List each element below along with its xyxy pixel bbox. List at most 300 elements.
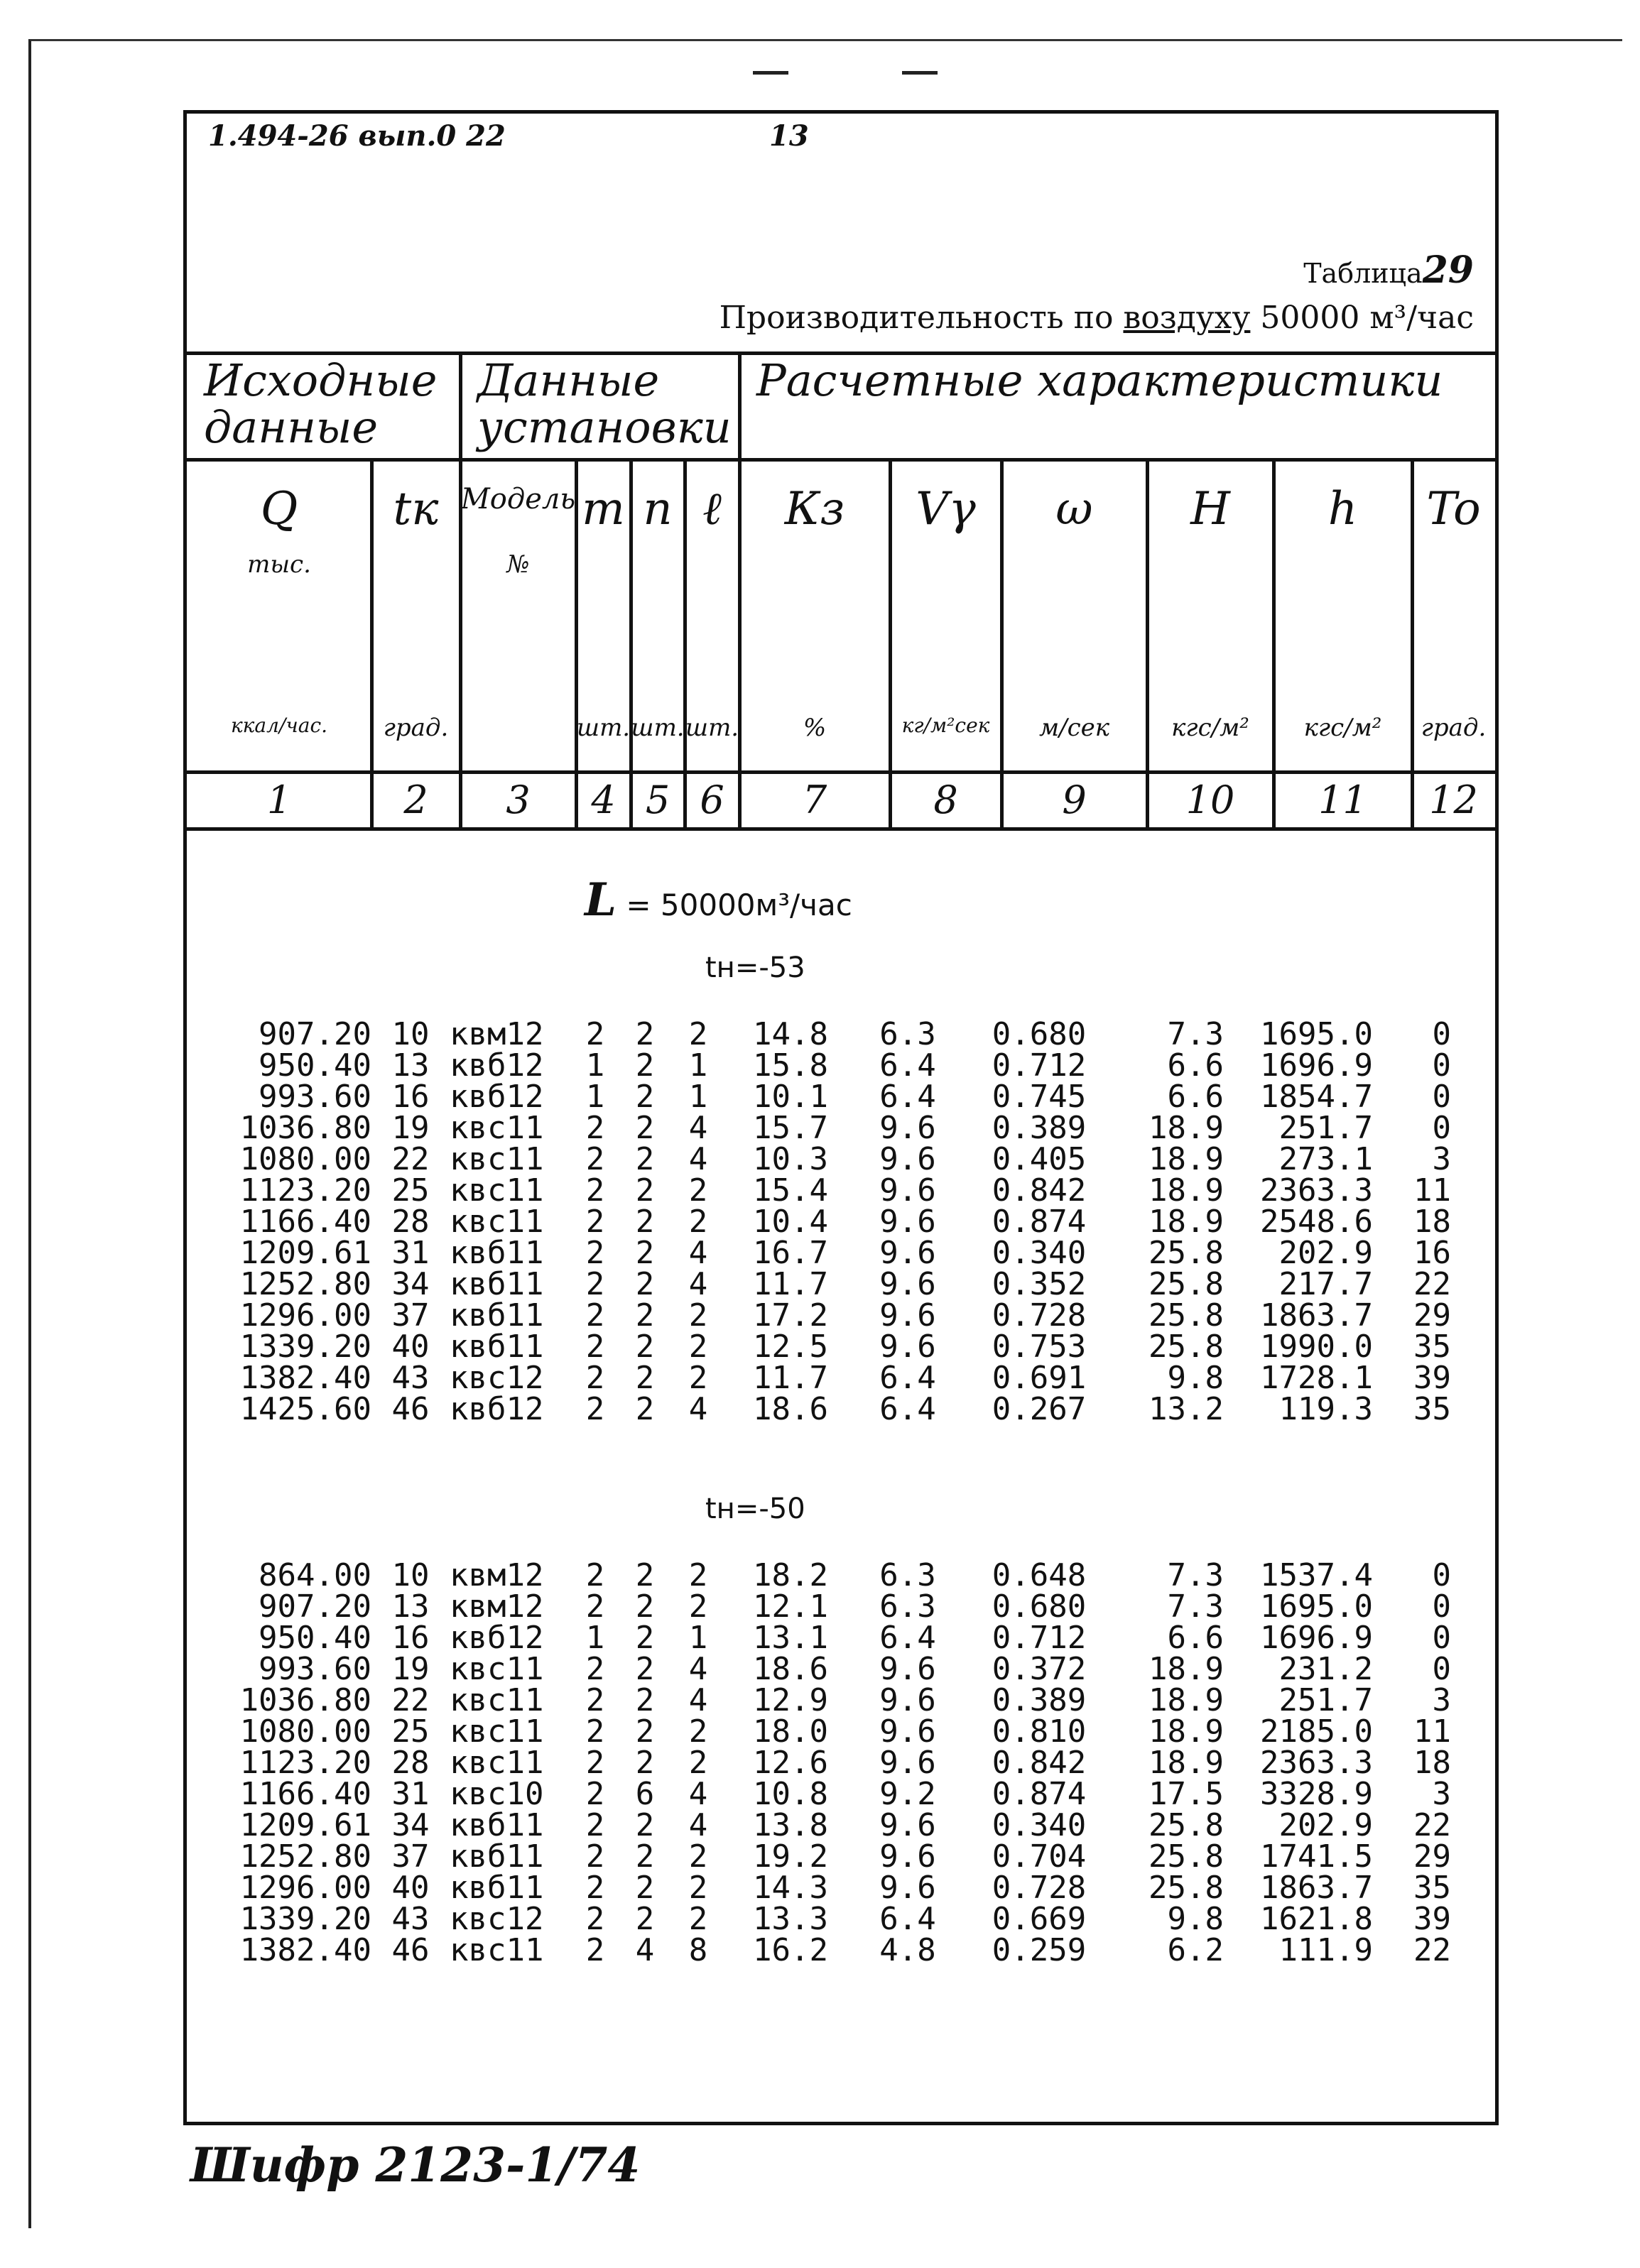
table-cell: 18.2 (753, 1557, 828, 1593)
table-cell: 46 (391, 1391, 430, 1427)
table-cell: 0.745 (992, 1079, 1087, 1115)
table-cell: квб11 (450, 1235, 544, 1271)
table-cell: 18.6 (753, 1391, 828, 1427)
table-row (222, 1779, 1451, 1810)
header-bottom-divider (187, 827, 1495, 831)
table-cell: квс11 (450, 1651, 544, 1687)
table-cell: квб11 (450, 1838, 544, 1875)
table-cell: 2 (585, 1682, 605, 1718)
table-row (222, 1394, 1451, 1425)
table-cell: квб12 (450, 1079, 544, 1115)
table-cell: 39 (1413, 1901, 1451, 1937)
table-cell: 1 (688, 1620, 708, 1656)
formula-symbol: L (585, 873, 617, 927)
table-cell: 2 (585, 1360, 605, 1396)
table-cell: квм12 (450, 1016, 544, 1052)
column-symbol: Модель (460, 483, 576, 516)
column-number: 12 (1429, 778, 1478, 822)
table-row (222, 1113, 1451, 1144)
table-cell: 0 (1432, 1651, 1451, 1687)
table-cell: 1209.61 (239, 1807, 371, 1843)
table-cell: квс11 (450, 1110, 544, 1146)
table-cell: 13 (391, 1047, 430, 1084)
table-cell: 0.691 (992, 1360, 1087, 1396)
table-cell: 28 (391, 1204, 430, 1240)
table-cell: 6.6 (1167, 1079, 1224, 1115)
table-row (222, 1269, 1451, 1300)
table-cell: 0.405 (992, 1141, 1087, 1177)
table-cell: квс11 (450, 1204, 544, 1240)
table-cell: 16 (1413, 1235, 1451, 1271)
table-cell: 2 (688, 1204, 708, 1240)
table-cell: квм12 (450, 1557, 544, 1593)
table-cell: 6.4 (879, 1901, 936, 1937)
table-cell: 0.680 (992, 1016, 1087, 1052)
table-cell: 6.4 (879, 1079, 936, 1115)
table-cell: 18.9 (1148, 1745, 1224, 1781)
table-cell: 11.7 (753, 1360, 828, 1396)
table-cell: 31 (391, 1776, 430, 1812)
table-cell: 17.5 (1148, 1776, 1224, 1812)
table-cell: 2 (635, 1713, 655, 1750)
table-cell: 1695.0 (1260, 1588, 1373, 1625)
table-row (222, 1623, 1451, 1654)
table-cell: 40 (391, 1329, 430, 1365)
table-row (222, 1810, 1451, 1841)
column-number: 2 (403, 778, 428, 822)
table-row (222, 1560, 1451, 1591)
table-cell: квб11 (450, 1297, 544, 1334)
table-cell: 6 (635, 1776, 655, 1812)
table-cell: 4 (688, 1651, 708, 1687)
table-cell: 0.340 (992, 1807, 1087, 1843)
table-cell: 25.8 (1148, 1870, 1224, 1906)
table-cell: 6.4 (879, 1047, 936, 1084)
table-cell: 2 (635, 1016, 655, 1052)
table-row (222, 1081, 1451, 1113)
group-header-divider (187, 458, 1495, 462)
table-cell: 0 (1432, 1588, 1451, 1625)
column-unit: кгс/м² (1171, 714, 1249, 742)
table-cell: 2 (688, 1713, 708, 1750)
table-cell: 0.680 (992, 1588, 1087, 1625)
caption-underlined: воздуху (1123, 300, 1251, 336)
table-cell: 11 (1413, 1172, 1451, 1209)
column-unit: м/сек (1038, 714, 1110, 742)
table-cell: 2 (585, 1870, 605, 1906)
table-cell: 3 (1432, 1141, 1451, 1177)
table-row (222, 1935, 1451, 1966)
table-cell: 1863.7 (1260, 1297, 1373, 1334)
table-cell: 6.3 (879, 1016, 936, 1052)
table-cell: 2 (688, 1901, 708, 1937)
table-cell: 2 (585, 1297, 605, 1334)
table-label-text: Таблица (1303, 258, 1423, 289)
table-cell: 25.8 (1148, 1838, 1224, 1875)
table-cell: 0.259 (992, 1932, 1087, 1968)
table-cell: 0.389 (992, 1682, 1087, 1718)
table-cell: 22 (391, 1682, 430, 1718)
table-label (1303, 249, 1474, 292)
table-cell: 18.9 (1148, 1141, 1224, 1177)
table-cell: 9.8 (1167, 1360, 1224, 1396)
table-cell: 12.9 (753, 1682, 828, 1718)
table-cell: 2 (585, 1235, 605, 1271)
table-cell: 0.842 (992, 1172, 1087, 1209)
table-cell: 22 (1413, 1807, 1451, 1843)
table-cell: 9.6 (879, 1713, 936, 1750)
table-cell: 39 (1413, 1360, 1451, 1396)
table-cell: 2 (635, 1901, 655, 1937)
table-cell: 11.7 (753, 1266, 828, 1302)
column-headers (187, 351, 1495, 834)
table-number: 29 (1422, 249, 1474, 292)
table-cell: 12.5 (753, 1329, 828, 1365)
table-cell: квс11 (450, 1682, 544, 1718)
table-cell: 1123.20 (239, 1745, 371, 1781)
table-row (222, 1363, 1451, 1394)
table-cell: 2 (585, 1204, 605, 1240)
table-cell: 46 (391, 1932, 430, 1968)
column-subscript: № (506, 550, 530, 579)
table-cell: 4 (688, 1235, 708, 1271)
table-row (222, 1050, 1451, 1081)
column-unit: кгс/м² (1303, 714, 1382, 742)
table-row (222, 1872, 1451, 1904)
table-cell: 9.6 (879, 1807, 936, 1843)
table-cell: 4 (688, 1391, 708, 1427)
table-cell: 251.7 (1278, 1110, 1373, 1146)
table-cell: 25.8 (1148, 1807, 1224, 1843)
table-cell: 43 (391, 1901, 430, 1937)
table-cell: 9.6 (879, 1266, 936, 1302)
top-dash (902, 71, 938, 75)
table-cell: 4 (688, 1807, 708, 1843)
table-cell: 10 (391, 1016, 430, 1052)
table-cell: 1854.7 (1260, 1079, 1373, 1115)
table-cell: квб11 (450, 1329, 544, 1365)
table-cell: 25.8 (1148, 1235, 1224, 1271)
table-cell: 2 (585, 1776, 605, 1812)
table-cell: 2 (688, 1870, 708, 1906)
table-cell: 7.3 (1167, 1588, 1224, 1625)
column-symbol: m (582, 483, 625, 535)
table-cell: 9.6 (879, 1141, 936, 1177)
table-cell: 2 (688, 1329, 708, 1365)
table-cell: 4 (688, 1110, 708, 1146)
table-cell: 2 (585, 1110, 605, 1146)
table-cell: 6.6 (1167, 1620, 1224, 1656)
table-row (222, 1685, 1451, 1716)
table-row (222, 1206, 1451, 1238)
table-cell: 2 (635, 1838, 655, 1875)
table-cell: 1080.00 (239, 1713, 371, 1750)
table-cell: 2 (635, 1360, 655, 1396)
table-cell: 4.8 (879, 1932, 936, 1968)
table-cell: 1339.20 (239, 1901, 371, 1937)
table-cell: квс11 (450, 1713, 544, 1750)
table-cell: 1382.40 (239, 1932, 371, 1968)
table-cell: 1537.4 (1260, 1557, 1373, 1593)
formula-text: = 50000м³/час (626, 888, 852, 922)
air-flow-formula (585, 873, 852, 927)
table-cell: 0 (1432, 1557, 1451, 1593)
table-cell: 18.0 (753, 1713, 828, 1750)
table-cell: 2363.3 (1260, 1745, 1373, 1781)
column-group-label: Данные установки (477, 354, 732, 453)
table-cell: 2 (635, 1079, 655, 1115)
table-row (222, 1841, 1451, 1872)
table-cell: 1166.40 (239, 1776, 371, 1812)
table-cell: 1695.0 (1260, 1016, 1373, 1052)
column-unit: % (803, 714, 827, 742)
table-cell: квб11 (450, 1807, 544, 1843)
table-cell: 6.3 (879, 1588, 936, 1625)
column-unit: град. (1421, 714, 1487, 742)
table-cell: 18.9 (1148, 1204, 1224, 1240)
table-cell: 14.3 (753, 1870, 828, 1906)
column-number-divider (187, 770, 1495, 774)
table-cell: 0.874 (992, 1204, 1087, 1240)
table-cell: 9.2 (879, 1776, 936, 1812)
table-row (222, 1144, 1451, 1175)
column-number: 1 (266, 778, 292, 822)
table-cell: 2363.3 (1260, 1172, 1373, 1209)
table-cell: 9.6 (879, 1745, 936, 1781)
table-cell: 2 (688, 1588, 708, 1625)
data-table (222, 1016, 1451, 1427)
table-cell: 2 (585, 1016, 605, 1052)
table-cell: 13.2 (1148, 1391, 1224, 1427)
data-table (222, 1557, 1451, 1968)
table-cell: 2 (635, 1141, 655, 1177)
table-cell: 0.340 (992, 1235, 1087, 1271)
table-cell: квс11 (450, 1141, 544, 1177)
table-cell: 2548.6 (1260, 1204, 1373, 1240)
table-cell: 35 (1413, 1870, 1451, 1906)
column-number: 8 (933, 778, 958, 822)
table-row (222, 1716, 1451, 1748)
table-cell: 1296.00 (239, 1297, 371, 1334)
table-cell: 864.00 (259, 1557, 371, 1593)
table-cell: 2 (585, 1807, 605, 1843)
table-cell: 4 (688, 1776, 708, 1812)
table-cell: 7.3 (1167, 1557, 1224, 1593)
table-cell: 19 (391, 1110, 430, 1146)
caption-pre: Производительность по (719, 300, 1124, 336)
table-cell: 1339.20 (239, 1329, 371, 1365)
table-cell: 2 (585, 1329, 605, 1365)
top-dash (753, 71, 788, 75)
column-unit: шт. (576, 714, 631, 742)
table-cell: квс11 (450, 1745, 544, 1781)
table-cell: 25 (391, 1713, 430, 1750)
table-cell: 2185.0 (1260, 1713, 1373, 1750)
table-cell: 2 (635, 1807, 655, 1843)
column-symbol: h (1327, 483, 1358, 535)
table-cell: 12.1 (753, 1588, 828, 1625)
column-divider (738, 351, 742, 831)
table-cell: 0.874 (992, 1776, 1087, 1812)
table-cell: 6.4 (879, 1360, 936, 1396)
table-cell: 0 (1432, 1620, 1451, 1656)
table-cell: 2 (585, 1745, 605, 1781)
table-cell: 15.7 (753, 1110, 828, 1146)
table-cell: 1252.80 (239, 1266, 371, 1302)
table-row (222, 1331, 1451, 1363)
column-number: 4 (591, 778, 616, 822)
table-cell: 1 (585, 1620, 605, 1656)
table-cell: 0.728 (992, 1870, 1087, 1906)
table-cell: 13.3 (753, 1901, 828, 1937)
table-cell: 9.6 (879, 1838, 936, 1875)
column-symbol: Q (260, 483, 298, 535)
table-cell: квс12 (450, 1360, 544, 1396)
column-group-label: Расчетные характеристики (756, 354, 1443, 406)
table-row (222, 1019, 1451, 1050)
table-cell: 0 (1432, 1079, 1451, 1115)
table-cell: 10.3 (753, 1141, 828, 1177)
table-cell: 1123.20 (239, 1172, 371, 1209)
column-number: 10 (1185, 778, 1235, 822)
table-cell: 18 (1413, 1204, 1451, 1240)
column-number: 7 (802, 778, 827, 822)
table-cell: 18.9 (1148, 1713, 1224, 1750)
table-cell: 1696.9 (1260, 1620, 1373, 1656)
table-cell: 43 (391, 1360, 430, 1396)
table-cell: 2 (635, 1588, 655, 1625)
table-cell: 9.6 (879, 1297, 936, 1334)
table-cell: 6.3 (879, 1557, 936, 1593)
table-cell: 1741.5 (1260, 1838, 1373, 1875)
table-cell: 2 (585, 1391, 605, 1427)
table-cell: 4 (635, 1932, 655, 1968)
table-cell: 0 (1432, 1110, 1451, 1146)
table-cell: 18.6 (753, 1651, 828, 1687)
table-cell: квб12 (450, 1047, 544, 1084)
table-cell: квб11 (450, 1870, 544, 1906)
table-cell: 13 (391, 1588, 430, 1625)
table-cell: 15.4 (753, 1172, 828, 1209)
table-cell: 2 (635, 1204, 655, 1240)
column-symbol: To (1426, 483, 1481, 535)
table-cell: 35 (1413, 1329, 1451, 1365)
table-cell: 1696.9 (1260, 1047, 1373, 1084)
table-cell: 202.9 (1278, 1807, 1373, 1843)
table-cell: 2 (585, 1713, 605, 1750)
table-cell: 16 (391, 1620, 430, 1656)
table-cell: 16.2 (753, 1932, 828, 1968)
table-cell: 10.4 (753, 1204, 828, 1240)
column-unit: шт. (631, 714, 685, 742)
table-cell: 217.7 (1278, 1266, 1373, 1302)
table-cell: 2 (635, 1651, 655, 1687)
table-cell: 2 (688, 1016, 708, 1052)
table-cell: 2 (585, 1172, 605, 1209)
table-cell: 2 (635, 1557, 655, 1593)
table-cell: 4 (688, 1141, 708, 1177)
table-cell: 1252.80 (239, 1838, 371, 1875)
table-cell: квс11 (450, 1172, 544, 1209)
table-cell: 0 (1432, 1047, 1451, 1084)
table-cell: 22 (1413, 1932, 1451, 1968)
table-cell: 2 (635, 1235, 655, 1271)
table-cell: квс10 (450, 1776, 544, 1812)
table-cell: 9.6 (879, 1204, 936, 1240)
table-cell: 6.2 (1167, 1932, 1224, 1968)
outdoor-temp-label: tн=-50 (705, 1493, 805, 1525)
table-cell: 907.20 (259, 1588, 371, 1625)
table-cell: 2 (688, 1172, 708, 1209)
table-cell: 2 (688, 1360, 708, 1396)
column-symbol: ω (1055, 483, 1093, 535)
column-number: 5 (645, 778, 670, 822)
table-cell: 2 (585, 1141, 605, 1177)
table-cell: 2 (635, 1329, 655, 1365)
table-cell: 1209.61 (239, 1235, 371, 1271)
table-cell: 9.6 (879, 1682, 936, 1718)
table-cell: 13.8 (753, 1807, 828, 1843)
document-reference: 1.494-26 вып.0 22 (208, 119, 506, 153)
table-cell: 119.3 (1278, 1391, 1373, 1427)
table-row (222, 1175, 1451, 1206)
table-cell: 22 (1413, 1266, 1451, 1302)
cipher-footer: Шифр 2123-1/74 (190, 2137, 641, 2193)
table-cell: 2 (635, 1110, 655, 1146)
table-row (222, 1238, 1451, 1269)
table-cell: 4 (688, 1682, 708, 1718)
table-cell: 0.648 (992, 1557, 1087, 1593)
table-cell: 9.6 (879, 1651, 936, 1687)
table-cell: 6.4 (879, 1620, 936, 1656)
table-cell: 15.8 (753, 1047, 828, 1084)
table-cell: 1382.40 (239, 1360, 371, 1396)
table-cell: 17.2 (753, 1297, 828, 1334)
table-cell: 2 (635, 1620, 655, 1656)
table-cell: 6.4 (879, 1391, 936, 1427)
table-cell: 1 (688, 1079, 708, 1115)
table-cell: 18.9 (1148, 1110, 1224, 1146)
table-cell: 2 (688, 1557, 708, 1593)
table-cell: 18.9 (1148, 1651, 1224, 1687)
table-cell: 25 (391, 1172, 430, 1209)
column-unit: град. (383, 714, 449, 742)
table-cell: 0.712 (992, 1620, 1087, 1656)
table-cell: 22 (391, 1141, 430, 1177)
column-symbol: n (643, 483, 673, 535)
table-cell: 29 (1413, 1297, 1451, 1334)
table-cell: 31 (391, 1235, 430, 1271)
table-cell: 9.6 (879, 1329, 936, 1365)
table-cell: 16 (391, 1079, 430, 1115)
table-cell: 2 (635, 1047, 655, 1084)
table-cell: 9.6 (879, 1172, 936, 1209)
table-cell: 9.6 (879, 1110, 936, 1146)
table-cell: 34 (391, 1807, 430, 1843)
column-number: 9 (1062, 778, 1087, 822)
table-row (222, 1591, 1451, 1623)
table-cell: 0.372 (992, 1651, 1087, 1687)
table-cell: 3328.9 (1260, 1776, 1373, 1812)
table-cell: 2 (635, 1391, 655, 1427)
column-number: 6 (700, 778, 724, 822)
table-cell: 0.389 (992, 1110, 1087, 1146)
table-cell: 2 (585, 1901, 605, 1937)
table-cell: 0 (1432, 1016, 1451, 1052)
table-cell: 9.6 (879, 1870, 936, 1906)
table-cell: 2 (585, 1932, 605, 1968)
page-number: 13 (769, 119, 809, 153)
